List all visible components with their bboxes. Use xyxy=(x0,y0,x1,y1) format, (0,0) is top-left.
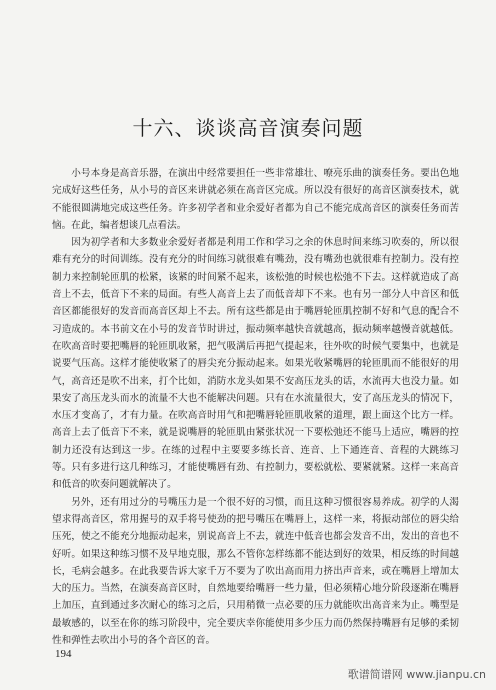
chapter-title: 十六、谈谈高音演奏问题 xyxy=(132,116,364,140)
paragraph-2: 因为初学者和大多数业余爱好者都是利用工作和学习之余的休息时间来练习吹奏的，所以很难有充分的时间训练。没有充分的时间练习就很难有嘴劲，没有嘴劲也就很难有控制力。没有控制力来控制轮匝肌的松紧，该紧的时间紧不起来，该松弛的时候也松弛不下去。这样就造成了高音上不去，低音下不来的局面。有些人高音上去了而低音却下不来。也有另一部分人中音区和低音区都能很好的发音而高音区却上不去。所有这些都是由于嘴唇轮匝肌控制不好和气息的配合不习造成的。本书前文在小号的发音节时讲过，振动频率越快音就越高，振动频率越慢音就越低。在吹高音时要把嘴唇的轮匝肌收紧，把气吸满后再把气提起来，往外吹的时候气要集中，也就是说要气压高。这样才能使收紧了的唇尖充分振动起来。如果光收紧嘴唇的轮匝肌而不能很好的用气，高音还是吹不出来，打个比如，消防水龙头如果不安高压龙头的话，水流再大也没力量。如果安了高压龙头而水的流量不大也不能解决问题。只有在水流量很大，安了高压龙头的情况下，水压才变高了，才有力量。在吹高音时用气和把嘴唇轮匝肌收紧的道理，跟上面这个比方一样。高音上去了低音下不来，就是说嘴唇的轮匝肌由紧张状况一下要松弛还不能马上适应，嘴唇的控制力还没有达到这一步。在练的过程中主要要多练长音、连音、上下通连音、音程的大跳练习等。只有多进行这几种练习，才能使嘴唇有劲、有控制力，要松就松、要紧就紧。这样一来高音和低音的吹奏问题就解决了。 xyxy=(52,237,459,491)
paragraph-3: 另外，还有用过分的号嘴压力是一个很不好的习惯，而且这种习惯很容易养成。初学的人渴望求得高音区，常用握号的双手将号使劲的把号嘴压在嘴唇上，这样一来，将振动部位的唇尖给压死，使之不能充分地振动起来，别说高音上不去，就连中低音也都会发音不出，发出的音也不好听。如果这种练习惯不及早地克服，那么不管你怎样练都不能达到好的效果，相反练的时间越长，毛病会越多。在此我要告诉大家千万不要为了吹出高而用力挤出声音来，或在嘴唇上增加太大的压力。当然，在演奏高音区时，自然地要给嘴唇一些力量，但必须精心地分阶段逐渐在嘴唇上加压，直到通过多次耐心的练习之后，只用稍微一点必要的压力就能吹出高音来为止。嘴型是最敏感的，以至在你的练习阶段中，完全要庆幸你能使用多少压力而仍然保持嘴唇有足够的柔韧性和弹性去吹出小号的各个音区的音。 xyxy=(52,496,459,647)
watermark: 歌谱简谱网 www.jianpu.cn xyxy=(347,668,486,681)
body-text xyxy=(52,165,459,649)
page-number: 194 xyxy=(55,648,72,660)
paragraph-1: 小号本身是高音乐器，在演出中经常要担任一些非常雄壮、嘹亮乐曲的演奏任务。要出色地完成好这些任务，从小号的音区来讲就必须在高音区完成。所以没有很好的高音区演奏技术，就不能很圆满地完成这些任务。许多初学者和业余爱好者都为自己不能完成高音区的演奏任务而苦恼。在此，编者想谈几点看法。 xyxy=(52,168,459,231)
